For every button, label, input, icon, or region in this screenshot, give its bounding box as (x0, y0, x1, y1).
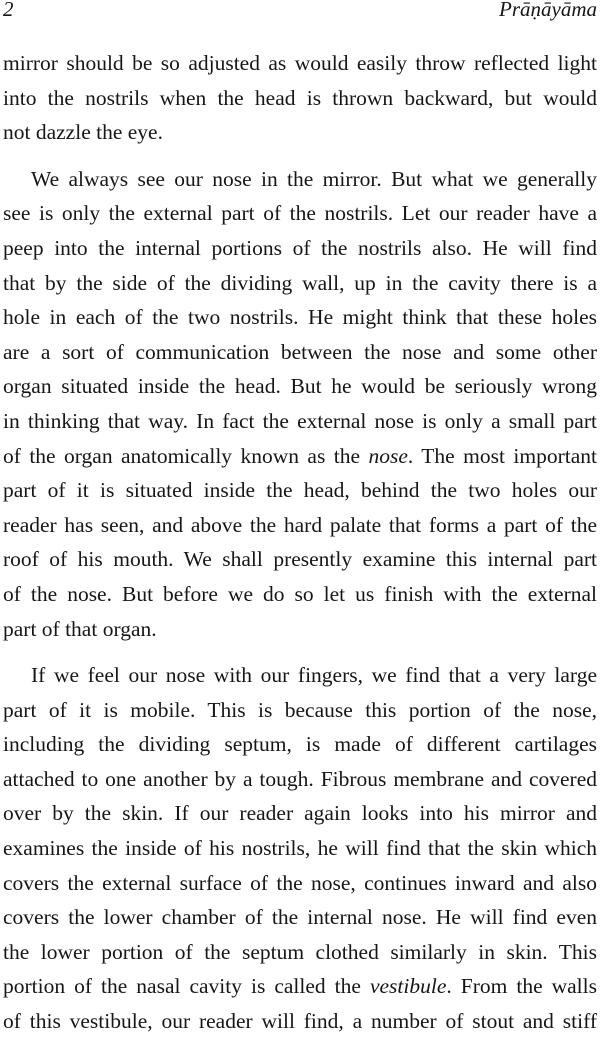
text-segment: not dazzle the eye. (3, 120, 163, 145)
body-text (3, 46, 597, 1039)
text-segment: . From the walls (446, 974, 597, 999)
text-segment: mirror should be so adjusted as would easily throw reflected light (3, 51, 597, 75)
text-segment: . The most important (407, 443, 597, 468)
paragraph (3, 162, 597, 646)
text-segment: in thinking that way. In fact the external nose is only a small part (3, 408, 597, 433)
text-segment: part of it is mobile. This is because this portion of the nose, (3, 697, 597, 722)
text-segment: that by the side of the dividing wall, up in the cavity there is a (3, 270, 597, 295)
text-line (3, 577, 597, 612)
text-line (3, 162, 597, 197)
text-segment: are a sort of communication between the nose and some other (3, 339, 597, 364)
text-segment: covers the external surface of the nose, continues inward and also (3, 870, 597, 895)
paragraph (3, 46, 597, 150)
text-line (3, 762, 597, 797)
text-line (3, 542, 597, 577)
text-segment: see is only the external part of the nostrils. Let our reader have a (3, 201, 597, 226)
text-line (3, 658, 597, 693)
text-segment: attached to one another by a tough. Fibrous membrane and covered (3, 766, 597, 791)
text-line (3, 266, 597, 301)
text-segment: peep into the internal portions of the nostrils also. He will find (3, 235, 597, 260)
text-line (3, 46, 597, 81)
running-title: Prāṇāyāma (499, 0, 597, 21)
text-line (3, 508, 597, 543)
text-segment: over by the skin. If our reader again looks into his mirror and (3, 801, 597, 826)
text-line (3, 196, 597, 231)
text-segment: part of that organ. (3, 616, 157, 641)
text-line (3, 900, 597, 935)
text-segment: hole in each of the two nostrils. He might think that these holes (3, 305, 597, 330)
text-line (3, 439, 597, 474)
text-line (3, 727, 597, 762)
text-segment: examines the inside of his nostrils, he will find that the skin which (3, 836, 597, 861)
emphasized-term: vestibule (369, 974, 447, 999)
text-segment: organ situated inside the head. But he would be seriously wrong (3, 374, 597, 399)
text-segment: reader has seen, and above the hard palate that forms a part of the (3, 512, 597, 537)
text-line (3, 612, 597, 647)
text-line (3, 81, 597, 116)
text-segment: We always see our nose in the mirror. But what we generally (31, 166, 597, 191)
page-number: 2 (3, 0, 14, 21)
text-line (3, 369, 597, 404)
text-segment: of the nose. But before we do so let us finish with the external (3, 581, 597, 606)
text-line (3, 1004, 597, 1039)
text-segment: of the organ anatomically known as the (3, 443, 369, 468)
text-line (3, 300, 597, 335)
text-segment: part of it is situated inside the head, behind the two holes our (3, 478, 597, 503)
text-segment: roof of his mouth. We shall presently examine this internal part (3, 547, 597, 572)
text-segment: including the dividing septum, is made of different cartilages (3, 732, 597, 757)
text-line (3, 115, 597, 150)
text-segment: of this vestibule, our reader will find, a number of stout and stiff (3, 1009, 597, 1034)
text-segment: covers the lower chamber of the internal nose. He will find even (3, 905, 597, 930)
text-line (3, 969, 597, 1004)
text-segment: portion of the nasal cavity is called the (3, 974, 370, 999)
text-line (3, 404, 597, 439)
text-line (3, 935, 597, 970)
text-line (3, 335, 597, 370)
text-segment: If we feel our nose with our fingers, we find that a very large (31, 663, 597, 688)
running-head (3, 0, 597, 22)
emphasized-term: nose (368, 443, 408, 468)
text-line (3, 693, 597, 728)
text-segment: into the nostrils when the head is thrown backward, but would (3, 85, 597, 110)
text-line (3, 796, 597, 831)
text-line (3, 473, 597, 508)
text-line (3, 831, 597, 866)
text-line (3, 866, 597, 901)
text-segment: the lower portion of the septum clothed similarly in skin. This (3, 939, 597, 964)
text-line (3, 231, 597, 266)
paragraph (3, 658, 597, 1039)
